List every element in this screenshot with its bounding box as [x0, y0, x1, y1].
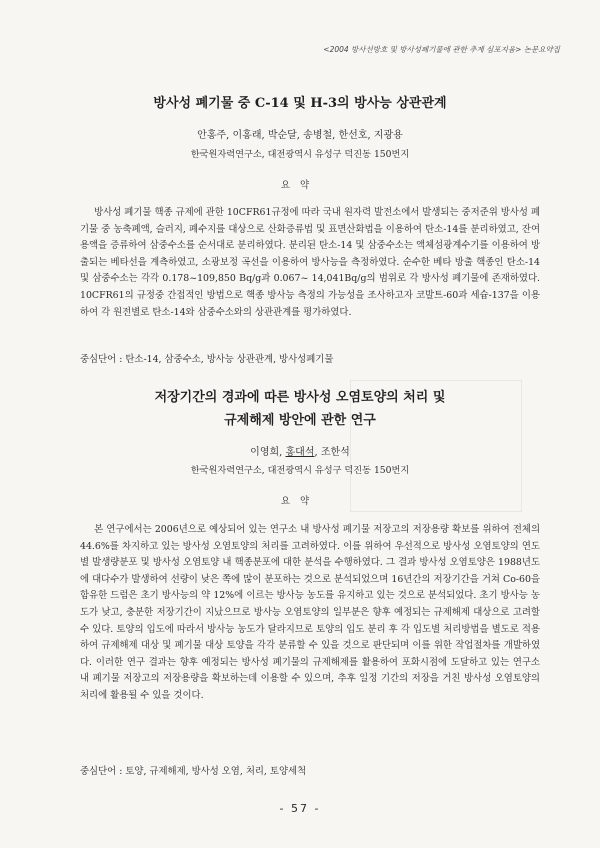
paper2-authors-pre: 이영희, [250, 447, 286, 458]
paper2-keywords: 중심단어 : 토양, 규제해제, 방사성 오염, 처리, 토양세척 [80, 766, 307, 777]
paper2-authors-post: , 조한석 [314, 447, 350, 458]
paper1-abstract: 방사성 폐기물 핵종 규제에 관한 10CFR61규정에 따라 국내 원자력 발전소에서 발생되는 중저준위 방사성 폐기물 중 농축폐액, 슬러지, 폐수지를 대상으로 산화증류법 및 표면산화법을 이용하여 탄소-14를 분리하였고, 잔여 용액을 증류하여 삼중수소를 순서대로 분리하였다. 분리된 탄소-14 및 삼중수소는 액체섬광계수기를 이용하여 방출되는 베타선을 계측하였고, 소광보정 곡선을 이용하여 방사능을 측정하였다. 순수한 베타 방출 핵종인 탄소-14 및 삼중수소는 각각 0.178~109,850 Bq/g과 0.067~ 14,041Bq/g의 범위로 각 방사성 폐기물에 존재하였다. 10CFR61의 규정중 간접적인 방법으로 핵종 방사능 측정의 가능성을 조사하고자 코발트-60과 세슘-137을 이용하여 각 원전별로 탄소-14와 삼중수소와의 상관관계를 평가하였다. [80, 207, 540, 318]
paper1-affiliation: 한국원자력연구소, 대전광역시 유성구 덕진동 150번지 [190, 149, 410, 160]
paper1-title: 방사성 폐기물 중 C-14 및 H-3의 방사능 상관관계 [153, 96, 447, 111]
page-number: - 57 - [279, 802, 321, 815]
paper2-title-line1: 저장기간의 경과에 따른 방사성 오염토양의 처리 및 [154, 390, 446, 405]
paper2-abstract-label: 요약 [280, 496, 320, 507]
paper2-title-line2: 규제해제 방안에 관한 연구 [224, 413, 376, 428]
paper1-authors: 안홍주, 이홍래, 박순달, 송병철, 한선호, 지광용 [197, 130, 403, 141]
paper2-affiliation: 한국원자력연구소, 대전광역시 유성구 덕진동 150번지 [190, 465, 410, 476]
running-header: <2004 방사선방호 및 방사성폐기물에 관한 추계 심포지움> 논문요약집 [323, 45, 560, 54]
paper2-presenting-author: 홍대석 [285, 447, 315, 458]
paper1-abstract-label: 요약 [280, 180, 320, 191]
paper2-authors [0, 443, 600, 458]
paper2-abstract: 본 연구에서는 2006년으로 예상되어 있는 연구소 내 방사성 폐기물 저장고의 저장용량 확보를 위하여 전체의 44.6%를 차지하고 있는 방사성 오염토양의 처리를 고려하였다. 이를 위하여 우선적으로 방사성 오염토양의 연도별 발생량분포 및 방사성 오염토양 내 핵종분포에 대한 분석을 수행하였다. 그 결과 방사성 오염토양은 1988년도에 대다수가 발생하여 선량이 낮은 쪽에 많이 분포하는 것으로 분석되었으며 16년간의 저장기간을 거쳐 Co-60을 함유한 드럼은 초기 방사능의 약 12%에 이르는 방사능 농도를 유지하고 있는 것으로 분석되었다. 초기 방사능 농도가 낮고, 충분한 저장기간이 지났으므로 방사능 오염토양의 일부분은 향후 예정되는 규제해제 대상으로 고려할 수 있다. 토양의 입도에 따라서 방사능 농도가 달라지므로 토양의 입도 분리 후 각 입도별 처리방법을 별도로 적용하여 규제해제 대상 및 폐기물 대상 토양을 각각 분류할 수 있을 것으로 판단되며 이를 위한 작업절차를 개발하였다. 이러한 연구 결과는 향후 예정되는 방사성 폐기물의 규제해제를 활용하여 포화시점에 도달하고 있는 연구소 내 폐기물 저장고의 저장용량을 확보하는데 이용할 수 있으며, 추후 일정 기간의 저장을 거친 방사성 오염토양의 처리에 활용될 수 있을 것이다. [80, 524, 540, 701]
paper1-keywords: 중심단어 : 탄소-14, 삼중수소, 방사능 상관관계, 방사성폐기물 [80, 354, 334, 365]
